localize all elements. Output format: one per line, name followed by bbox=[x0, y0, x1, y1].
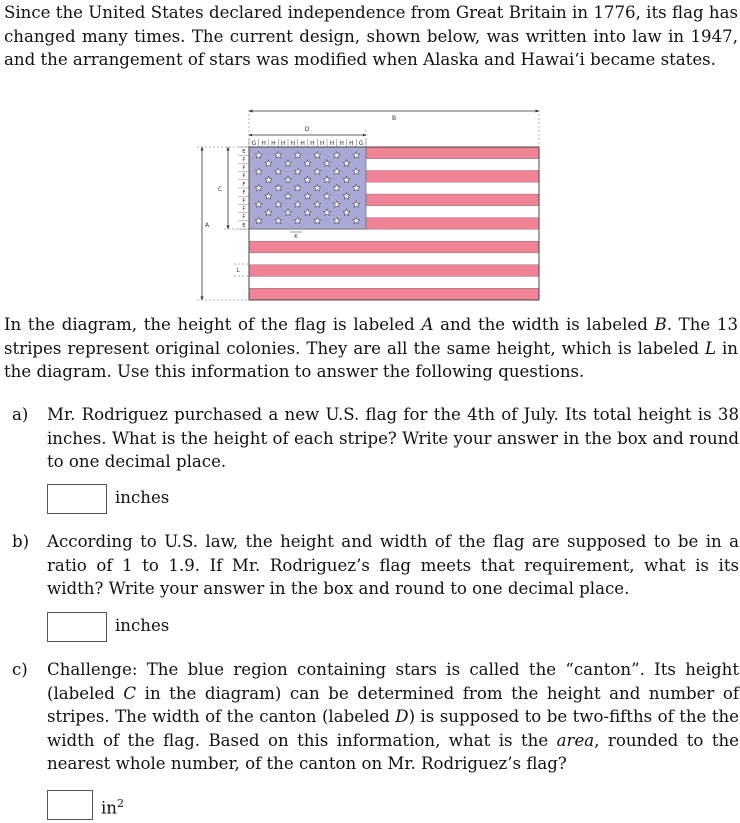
question-a-label: a) bbox=[12, 405, 29, 424]
label-F: F bbox=[242, 214, 246, 221]
label-B: B bbox=[391, 115, 397, 122]
stripe-red bbox=[249, 265, 539, 277]
canton-column-spacing bbox=[249, 139, 366, 147]
answer-c-unit: $in^2$ bbox=[101, 797, 124, 818]
question-b-text: According to U.S. law, the height and width of the flag are supposed to be in a ratio of 1 to 1.9. If Mr. Rodriguez’s flag meets that requirement, what is its width? Write your answer in the box and round to one decimal place. bbox=[47, 532, 739, 598]
label-K: K bbox=[294, 234, 298, 240]
var-L: L bbox=[704, 338, 716, 358]
label-F: F bbox=[242, 198, 246, 205]
canton-row-spacing bbox=[238, 147, 249, 229]
description-paragraph: In the diagram, the height of the flag is labeled A and the width is labeled B. The 13 stripes represent original colonies. They are all the same height, which is labeled L in the diagram. Use this information to answer the following questions. bbox=[4, 315, 738, 381]
label-H: H bbox=[310, 140, 315, 147]
label-L: L bbox=[236, 267, 240, 274]
answer-c-input[interactable] bbox=[47, 790, 93, 820]
label-A: A bbox=[204, 222, 210, 229]
answer-b-unit: inches bbox=[115, 616, 170, 635]
question-a-text: Mr. Rodriguez purchased a new U.S. flag for the 4th of July. Its total height is 38 inches. What is the height of each stripe? Write your answer in the box and round to one decimal place. bbox=[47, 405, 739, 471]
question-b-label: b) bbox=[12, 532, 30, 551]
label-G: G bbox=[358, 140, 364, 147]
stripe-red bbox=[249, 241, 539, 253]
label-F: F bbox=[242, 190, 246, 197]
label-D: D bbox=[304, 126, 310, 133]
label-F: F bbox=[242, 173, 246, 180]
var-D: D bbox=[395, 707, 409, 726]
label-F: F bbox=[242, 181, 246, 188]
stripe-red bbox=[249, 288, 539, 300]
answer-a-input[interactable] bbox=[47, 484, 107, 514]
label-H: H bbox=[349, 140, 354, 147]
label-C: C bbox=[217, 186, 223, 193]
question-c-label: c) bbox=[12, 660, 28, 679]
label-H: H bbox=[261, 140, 266, 147]
label-H: H bbox=[280, 140, 286, 147]
label-H: H bbox=[329, 140, 335, 147]
area-emphasis: area bbox=[556, 730, 595, 750]
label-E: E bbox=[242, 149, 246, 156]
label-H: H bbox=[290, 140, 296, 147]
stripe-white bbox=[249, 253, 539, 265]
label-F: F bbox=[242, 157, 246, 164]
question-c-text: Challenge: The blue region containing stars is called the “canton”. Its height (labeled C in the diagram) can be determined from the height and number of stripes. The width of the canton (labeled D) is supposed to be two-fifths of the the width of the flag. Based on this information, what is the area, rounded to the nearest whole number, of the canton on Mr. Rodriguez’s flag? bbox=[47, 660, 740, 773]
var-C: C bbox=[123, 683, 137, 703]
var-A: A bbox=[421, 315, 434, 334]
label-H: H bbox=[319, 140, 325, 147]
var-B: B bbox=[654, 315, 667, 334]
label-G: G bbox=[251, 140, 257, 147]
label-H: H bbox=[300, 140, 305, 147]
intro-paragraph: Since the United States declared independence from Great Britain in 1776, its flag has changed many times. The current design, shown below, was written into law in 1947, and the arrangement of stars was modified when Alaska and Hawai‘i became states. bbox=[4, 3, 738, 69]
answer-b-input[interactable] bbox=[47, 612, 107, 642]
label-F: F bbox=[242, 206, 246, 213]
stripe-white bbox=[249, 229, 539, 241]
flag-diagram bbox=[195, 108, 545, 304]
label-F: F bbox=[242, 165, 246, 172]
answer-a-unit: inches bbox=[115, 488, 170, 507]
label-E: E bbox=[242, 222, 246, 229]
label-H: H bbox=[271, 140, 276, 147]
stripe-white bbox=[249, 276, 539, 288]
label-H: H bbox=[339, 140, 344, 147]
